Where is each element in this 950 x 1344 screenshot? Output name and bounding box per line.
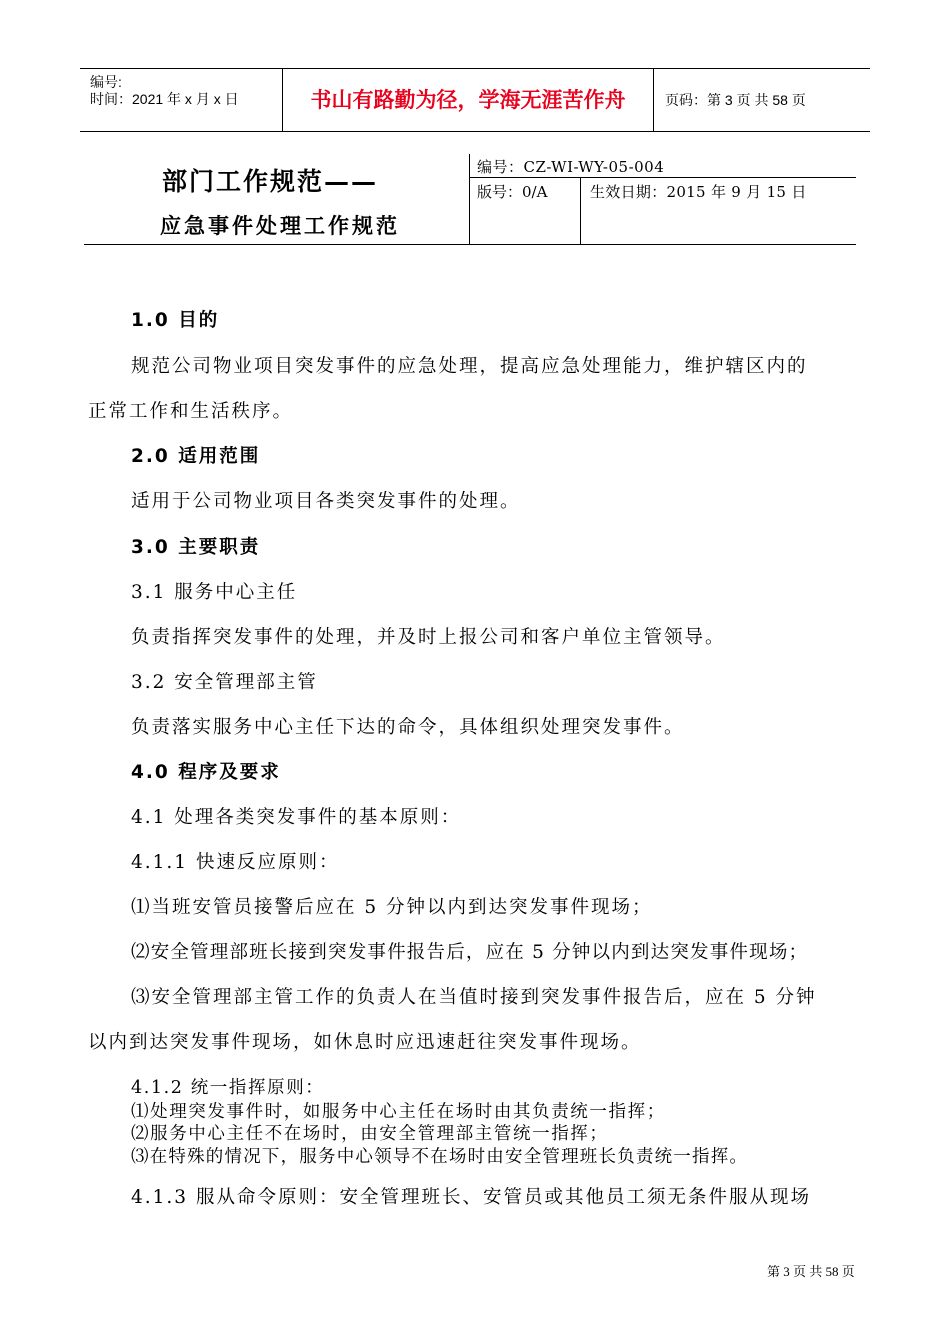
subsection-heading: 4.1.2 统一指挥原则： (131, 1078, 325, 1098)
header-page-code: 页码：第 3 页 共 58 页 (665, 92, 806, 108)
subsection-heading: 3.1 服务中心主任 (131, 582, 298, 603)
subsection-heading: 4.1.1 快速反应原则： (131, 852, 340, 873)
paragraph-line: 适用于公司物业项目各类突发事件的处理。 (131, 491, 521, 512)
section-heading: 2.0 适用范围 (131, 446, 261, 467)
doc-effective-date: 生效日期：2015 年 9 月 15 日 (590, 183, 807, 201)
section-heading: 1.0 目的 (131, 310, 220, 331)
subsection-heading: 4.1 处理各类突发事件的基本原则： (131, 807, 462, 828)
page-footer: 第 3 页 共 58 页 (767, 1264, 855, 1279)
paragraph-line: 正常工作和生活秩序。 (88, 401, 294, 422)
paragraph-line: 规范公司物业项目突发事件的应急处理，提高应急处理能力，维护辖区内的 (131, 356, 808, 377)
header-number: 编号: (90, 74, 122, 90)
title-block-vline-2 (580, 177, 581, 245)
header-motto: 书山有路勤为径，学海无涯苦作舟 (283, 69, 654, 131)
title-block-vline (469, 154, 470, 245)
list-item: ⑶安全管理部主管工作的负责人在当值时接到突发事件报告后，应在 5 分钟 (131, 987, 817, 1008)
doc-version: 版号：0/A (477, 183, 548, 201)
subsection-heading: 3.2 安全管理部主管 (131, 672, 318, 693)
section-heading: 4.0 程序及要求 (131, 762, 281, 783)
list-item: ⑴处理突发事件时，如服务中心主任在场时由其负责统一指挥； (131, 1102, 666, 1122)
list-item: ⑵安全管理部班长接到突发事件报告后，应在 5 分钟以内到达突发事件现场； (131, 942, 809, 963)
header-time: 时间：2021 年 x 月 x 日 (90, 91, 239, 107)
list-item: ⑴当班安管员接警后应在 5 分钟以内到达突发事件现场； (131, 897, 653, 918)
doc-title-line1: 部门工作规范—— (162, 167, 379, 196)
page-header (80, 68, 870, 132)
paragraph-line: 负责指挥突发事件的处理，并及时上报公司和客户单位主管领导。 (131, 627, 726, 648)
paragraph-line: 4.1.3 服从命令原则：安全管理班长、安管员或其他员工须无条件服从现场 (131, 1187, 811, 1208)
title-block-divider (84, 244, 856, 245)
list-item: ⑶在特殊的情况下，服务中心领导不在场时由安全管理班长负责统一指挥。 (131, 1147, 749, 1167)
paragraph-line: 以内到达突发事件现场，如休息时应迅速赶往突发事件现场。 (88, 1032, 642, 1053)
title-block-hline (469, 177, 856, 178)
doc-title-line2: 应急事件处理工作规范 (160, 213, 400, 238)
header-meta-cell (80, 69, 283, 131)
doc-code: 编号：CZ-WI-WY-05-004 (477, 158, 665, 176)
section-heading: 3.0 主要职责 (131, 537, 261, 558)
list-item: ⑵服务中心主任不在场时，由安全管理部主管统一指挥； (131, 1124, 609, 1144)
paragraph-line: 负责落实服务中心主任下达的命令，具体组织处理突发事件。 (131, 717, 685, 738)
